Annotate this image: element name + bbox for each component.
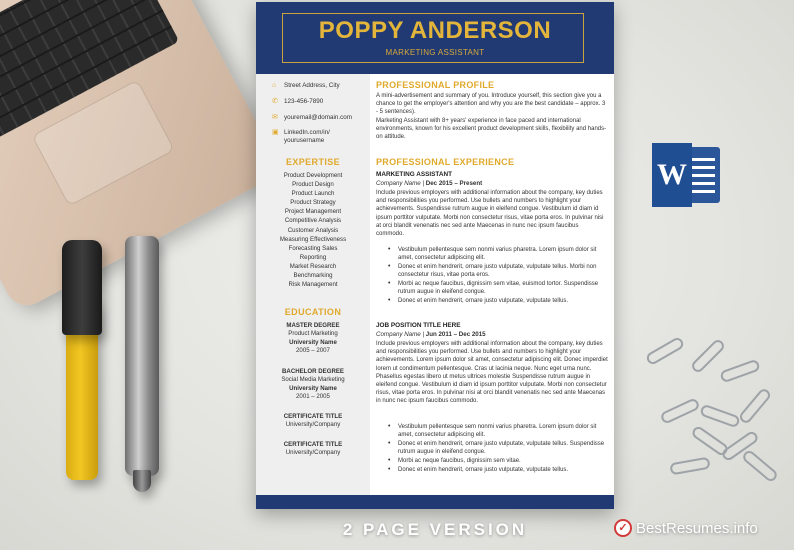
resume-role: MARKETING ASSISTANT: [385, 48, 485, 57]
contact-email-text: youremail@domain.com: [284, 114, 352, 121]
job-meta: Company Name | Dec 2015 – Present: [376, 180, 483, 187]
contact-address-text: Street Address, City: [284, 82, 340, 89]
degree-title: MASTER DEGREE: [286, 322, 340, 329]
degree-field: Product Marketing: [288, 330, 338, 338]
skill-item: Forecasting Sales: [288, 244, 338, 252]
certificate-entry: [256, 441, 370, 458]
certificate-issuer: University/Company: [285, 449, 341, 457]
degree-years: 2001 – 2005: [296, 393, 330, 401]
skill-item: Project Management: [284, 208, 342, 216]
skill-item: Product Strategy: [290, 199, 336, 207]
experience-heading: PROFESSIONAL EXPERIENCE: [376, 157, 515, 167]
yellow-pen-cap: [62, 240, 102, 335]
profile-text-summary: Marketing Assistant with 8+ years' experience in face paced and international environments, known for his excellent product development skills, flexibility and hands-on attitude.: [376, 118, 607, 141]
brand-text: BestResumes.info: [636, 519, 758, 537]
skill-item: Market Research: [289, 262, 337, 270]
list-item: • Donec et enim hendrerit, ornare justo vulputate, vulputate tellus.: [388, 297, 606, 305]
education-entry: [256, 368, 370, 402]
certificate-issuer: University/Company: [285, 421, 341, 429]
list-item: • Donec et enim hendrerit, ornare justo vulputate, vulputate tellus.: [388, 466, 606, 474]
certificate-entry: [256, 413, 370, 430]
version-caption: 2 PAGE VERSION: [342, 520, 528, 539]
checkmark-icon: ✓: [614, 519, 632, 537]
resume-sheet: [256, 2, 614, 509]
phone-icon: ✆: [272, 98, 278, 105]
mail-icon: ✉: [272, 114, 278, 121]
skill-item: Product Development: [283, 172, 343, 179]
education-heading: EDUCATION: [284, 307, 342, 317]
certificate-title: CERTIFICATE TITLE: [283, 413, 343, 420]
resume-name: POPPY ANDERSON: [318, 17, 552, 44]
list-item: • Vestibulum pellentesque sem nonmi varius pharetra. Lorem ipsum dolor sit amet, consectetur adipiscing elit.: [388, 246, 606, 262]
skill-item: Customer Analysis: [287, 226, 339, 234]
job-dates: Dec 2015 – Present: [425, 180, 483, 187]
company-name: Company Name: [376, 180, 421, 187]
company-name: Company Name: [376, 331, 421, 338]
skill-item: Product Design: [292, 181, 334, 189]
profile-heading: PROFESSIONAL PROFILE: [376, 80, 495, 90]
job-title: MARKETING ASSISTANT: [376, 171, 452, 178]
resume-header: [256, 2, 614, 74]
degree-title: BACHELOR DEGREE: [282, 368, 344, 375]
expertise-heading: EXPERTISE: [285, 157, 341, 167]
skill-item: Measuring Effectiveness: [279, 235, 347, 243]
skill-item: Benchmarking: [293, 272, 333, 280]
list-item: • Vestibulum pellentesque sem nonmi varius pharetra. Lorem ipsum dolor sit amet, consectetur adipiscing elit.: [388, 423, 606, 439]
job-description: Include previous employers with additional information about the company, key duties and responsibilities you performed. Use bullets and numbers to highlight your achievements. Lorem ipsum dolor sit amet, consectetur adipiscing elit. Donec imperdiet lorem ut condimentum pellentesque. Cras ut lacinia neque. Nunc eget urna nunc. Phasellus egestas libero ut metus ultrices molestie Suspendisse rutrum augue in eleifend congue. Vestibulum id diam id ipsum porttitor vulputate. Morbi non consectetur risus, vitae porta eros. In pulvinar nisi at orci blandit venenatis nec sed ante Maecenas in nunc nec ipsum faucibus commodo.: [376, 341, 608, 405]
word-badge: W: [652, 143, 692, 207]
home-icon: ⌂: [272, 82, 277, 89]
contact-linkedin-text: LinkedIn.com/in/: [284, 129, 330, 136]
education-entry: [256, 322, 370, 356]
job-bullets: [388, 423, 606, 475]
skill-item: Product Launch: [291, 190, 335, 198]
contact-linkedin-user: yourusername: [284, 137, 325, 144]
skill-item: Reporting: [299, 253, 327, 261]
list-item: • Morbi ac neque faucibus, dignissim sem vitae.: [388, 457, 606, 465]
degree-years: 2005 – 2007: [296, 347, 330, 355]
silver-pen: [125, 236, 159, 476]
contact-phone-text: 123-456-7890: [284, 98, 324, 105]
certificate-title: CERTIFICATE TITLE: [283, 441, 343, 448]
skills-list: [256, 171, 370, 289]
brand-watermark: [614, 516, 758, 540]
list-item: • Morbi ac neque faucibus, dignissim sem vitae, euismod tortor. Suspendisse rutrum augue in eleifend congue.: [388, 280, 606, 296]
silver-pen-tip: [133, 470, 151, 492]
degree-field: Social Media Marketing: [281, 376, 345, 384]
job-dates: Jun 2011 – Dec 2015: [425, 331, 486, 338]
skill-item: Competitive Analysis: [284, 217, 342, 225]
skill-item: Risk Management: [288, 281, 338, 289]
job-title: JOB POSITION TITLE HERE: [376, 322, 461, 329]
job-bullets: [388, 246, 606, 306]
list-item: • Donec et enim hendrerit, ornare justo vulputate, vulputate tellus. Morbi non consectetur risus, vitae porta eros.: [388, 263, 606, 279]
linkedin-icon: ▣: [272, 129, 279, 136]
profile-text-intro: A mini-advertisement and summary of you. Introduce yourself, this section give you a chance to get the employer's attention and why you are the best candidate – approx. 3 - 5 sentences).: [376, 93, 606, 116]
word-icon: [652, 143, 720, 207]
job-description: Include previous employers with additional information about the company, key duties and responsibilities you performed. Use bullets and numbers to highlight your achievements. Suspendisse rutrum augue in eleifend congue. Vestibulum id diam id ipsum porttitor vulputate. Morbi non consectetur risus, vitae porta eros. In pulvinar nisi at orci blandit venenatis nec sed ante Maecenas in nunc nec ipsum faucibus commodo.: [376, 190, 604, 238]
resume-footer-bar: [256, 495, 614, 509]
list-item: • Donec et enim hendrerit, ornare justo vulputate, vulputate tellus. Suspendisse rutrum augue in eleifend congue.: [388, 440, 606, 456]
job-meta: Company Name | Jun 2011 – Dec 2015: [376, 331, 486, 338]
school-name: University Name: [289, 384, 337, 392]
school-name: University Name: [289, 338, 337, 346]
